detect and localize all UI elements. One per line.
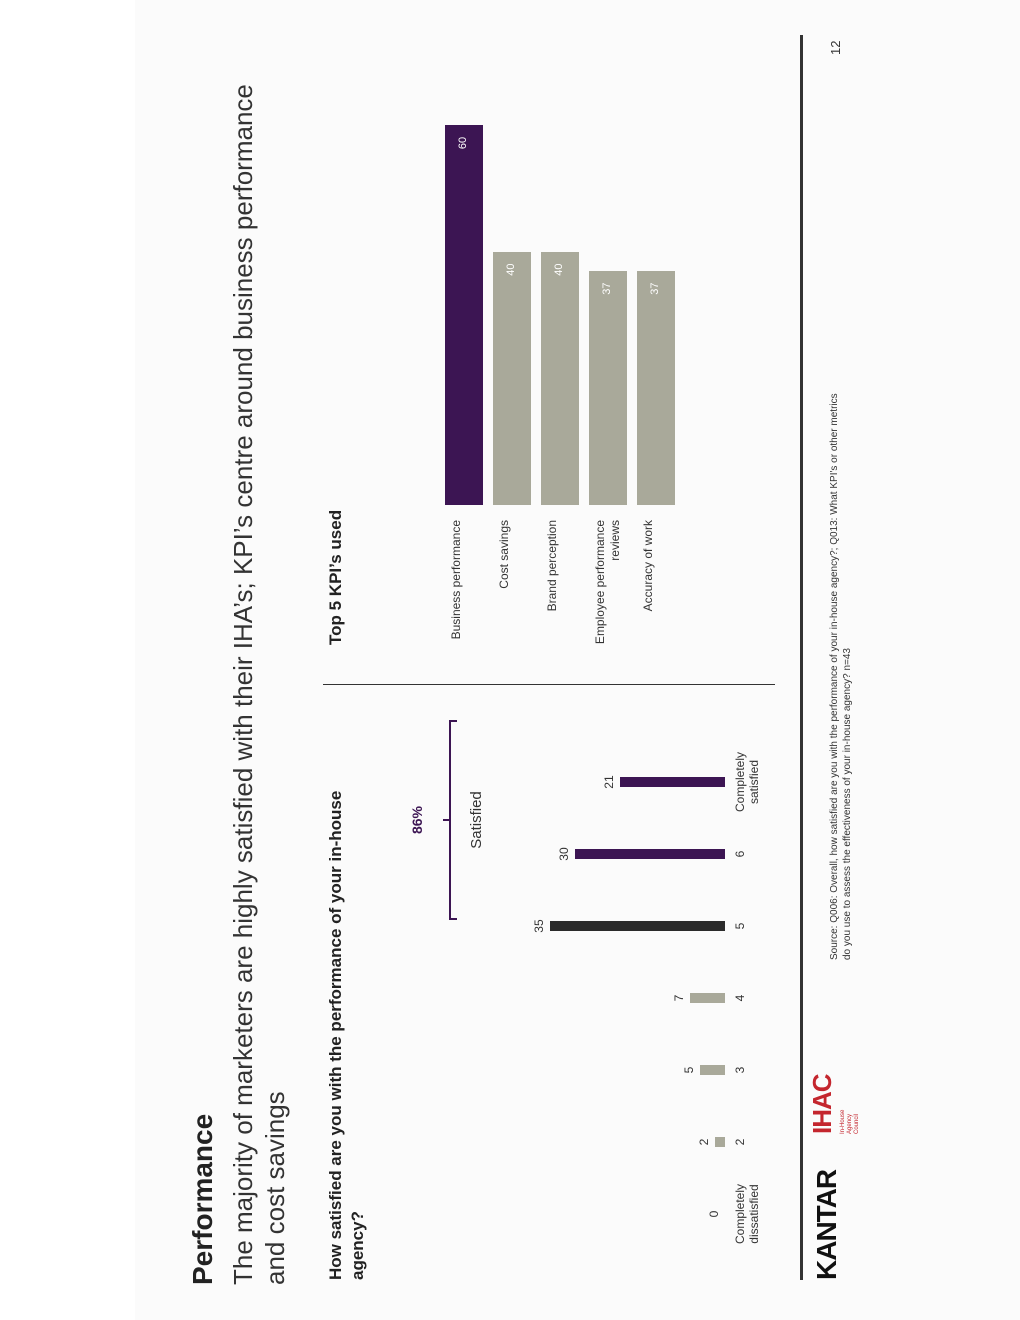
- kpi-bar: [493, 252, 531, 505]
- kpi-bar: [637, 271, 675, 505]
- satisfaction-bar: [620, 777, 725, 787]
- kpi-value: 60: [457, 136, 469, 150]
- slide: [135, 0, 1020, 1320]
- kpi-chart: [435, 40, 715, 660]
- satisfaction-category-label: Completely satisfied: [733, 751, 761, 813]
- kpi-question: Top 5 KPI’s used: [326, 509, 345, 645]
- satisfaction-category-label: 2: [733, 1138, 747, 1146]
- satisfaction-value: 5: [682, 1066, 696, 1074]
- satisfaction-bar: [575, 849, 725, 859]
- satisfied-label: Satisfied: [468, 791, 485, 849]
- kpi-category-label: Business performance: [449, 520, 463, 640]
- kpi-category-label: Employee performance reviews: [593, 520, 622, 645]
- source-note: Source: Q006: Overall, how satisfied are you with the performance of your in-house agency?; Q013: What KPI's or other metrics do you use to assess the effectiveness of your in-house agency? n=43: [829, 393, 853, 960]
- kpi-category-label: Brand perception: [545, 520, 559, 612]
- satisfaction-bar: [715, 1137, 725, 1147]
- footer-rule: [800, 35, 803, 1280]
- headline: The majority of marketers are highly satisfied with their IHA’s; KPI’s centre around business performance and cost savings: [228, 84, 290, 1285]
- kpi-value: 37: [601, 282, 613, 295]
- satisfaction-chart: [475, 680, 761, 1280]
- ihac-logo: IHAC: [807, 1074, 837, 1134]
- kantar-logo: KANTAR: [811, 1169, 842, 1280]
- kpi-bar: [445, 125, 483, 505]
- chart-separator: [323, 684, 775, 685]
- kpi-category-label: Accuracy of work: [641, 520, 655, 612]
- satisfaction-bar: [700, 1065, 725, 1075]
- satisfaction-value: 0: [707, 1210, 721, 1218]
- kpi-value: 37: [649, 282, 661, 295]
- satisfied-percent: 86%: [409, 805, 425, 835]
- satisfaction-category-label: 4: [733, 994, 747, 1002]
- satisfaction-bar: [550, 921, 725, 931]
- satisfaction-category-label: Completely dissatisfied: [733, 1183, 761, 1245]
- satisfaction-category-label: 3: [733, 1066, 747, 1074]
- kpi-bar: [589, 271, 627, 505]
- kpi-bar: [541, 252, 579, 505]
- page-number: 12: [828, 40, 843, 55]
- satisfaction-bar: [690, 993, 725, 1003]
- satisfied-bracket: [435, 700, 465, 920]
- kpi-value: 40: [553, 263, 565, 276]
- satisfaction-value: 35: [532, 919, 546, 933]
- ihac-logo-subtitle: In-House Agency Council: [840, 1109, 860, 1134]
- satisfaction-value: 7: [672, 994, 686, 1002]
- satisfaction-category-label: 6: [733, 850, 747, 858]
- satisfaction-value: 21: [602, 775, 616, 789]
- satisfaction-value: 30: [557, 847, 571, 861]
- kpi-category-label: Cost savings: [497, 520, 511, 589]
- slide-background: [135, 0, 1020, 1320]
- satisfaction-question: How satisfied are you with the performance of your in-house agency?: [326, 790, 367, 1280]
- page-title: Performance: [187, 1113, 218, 1285]
- satisfaction-category-label: 5: [733, 922, 747, 930]
- kpi-value: 40: [505, 263, 517, 276]
- satisfaction-value: 2: [697, 1138, 711, 1146]
